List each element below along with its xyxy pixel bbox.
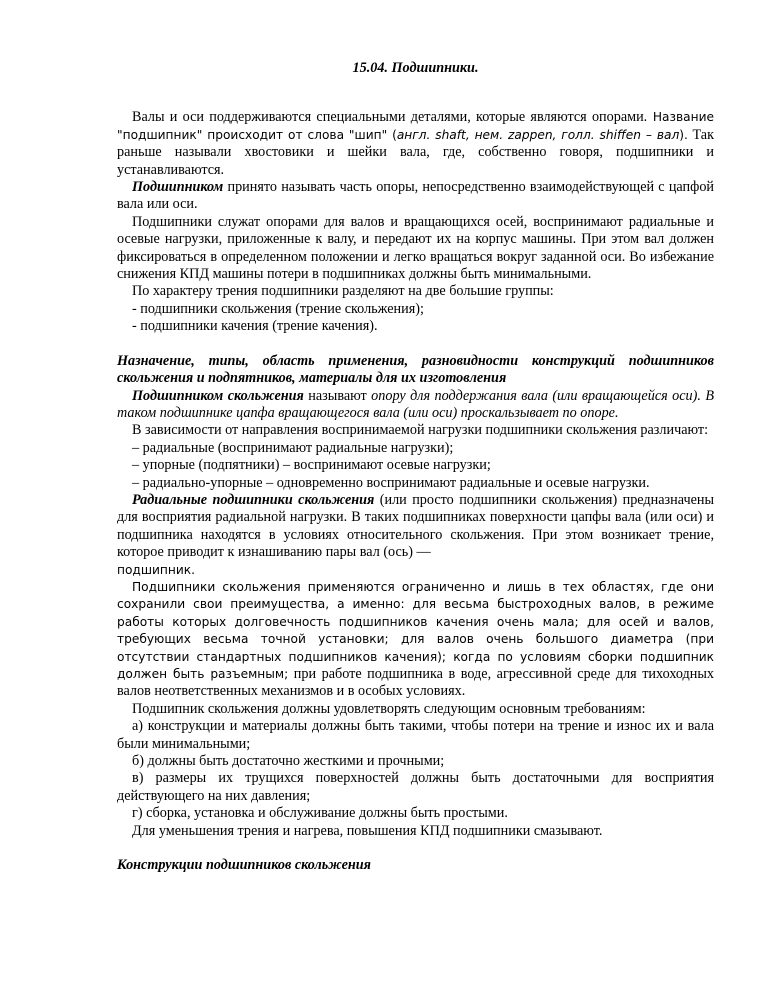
- requirement-item: г) сборка, установка и обслуживание должны быть простыми.: [132, 805, 508, 822]
- type-item: – упорные (подпятники) – воспринимают осевые нагрузки;: [132, 457, 491, 474]
- usage-text-end: при работе подшипника в воде, агрессивной среде для тихоходных валов неответственных механизмов и в особых условиях.: [117, 666, 714, 700]
- requirement-item: в) размеры их трущихся поверхностей должны быть достаточными для восприятия действующего на них давления;: [117, 770, 714, 804]
- purpose-paragraph: Подшипники служат опорами для валов и вращающихся осей, воспринимают радиальные и осевые нагрузки, приложенные к валу, и передают их на корпус машины. При этом вал должен фиксироваться в определенном положении и легко вращаться вокруг заданной оси. Во избежание снижения КПД машины потери в подшипниках должны быть минимальными.: [117, 213, 714, 283]
- sliding-definition: [117, 388, 714, 423]
- sliding-mid: называют: [303, 387, 372, 404]
- usage-paragraph: [117, 579, 714, 701]
- section-heading: Назначение, типы, область применения, разновидности конструкций подшипников скольжения и подпятников, материалы для их изготовления: [117, 352, 714, 387]
- groups-intro: По характеру трения подшипники разделяют на две большие группы:: [132, 283, 554, 300]
- sliding-def-text: опору для поддержания вала (или вращающейся оси). В таком подшипнике цапфа вращающегося вала (или оси) проскальзывает по опоре.: [117, 387, 714, 421]
- etymology-italic: англ. shaft, нем. zappen, голл. shiffen – вал: [396, 127, 680, 142]
- list-item: - подшипники качения (трение качения).: [132, 318, 378, 335]
- document-page: [117, 60, 714, 874]
- definition-paragraph: [117, 179, 714, 214]
- requirements-intro: Подшипник скольжения должны удовлетворять следующим основным требованиям:: [132, 700, 646, 717]
- type-item: – радиально-упорные – одновременно воспринимают радиальные и осевые нагрузки.: [132, 474, 650, 491]
- section-heading-2: Конструкции подшипников скольжения: [117, 857, 371, 874]
- definition-text: принято называть часть опоры, непосредственно взаимодействующей с цапфой вала или оси.: [117, 179, 714, 213]
- intro-text: Валы и оси поддерживаются специальными деталями, которые являются опорами.: [132, 109, 648, 126]
- lubrication-paragraph: Для уменьшения трения и нагрева, повышения КПД подшипники смазывают.: [132, 822, 603, 839]
- radial-term: Радиальные подшипники скольжения: [132, 491, 375, 508]
- intro-paragraph-1: [117, 109, 714, 179]
- list-item: - подшипники скольжения (трение скольжения);: [132, 300, 424, 317]
- requirement-item: а) конструкции и материалы должны быть такими, чтобы потери на трение и износ их и вала были минимальными;: [117, 718, 714, 752]
- definition-term: Подшипником: [132, 179, 224, 196]
- sliding-term: Подшипником скольжения: [132, 387, 304, 404]
- etymology-close: ).: [679, 127, 688, 142]
- usage-text: Подшипники скольжения применяются ограниченно и лишь в тех областях, где они сохранили свои преимущества, а именно: для весьма быстроходных валов, в режиме работы которых долговечность подшипников качения очень мала; для осей и валов, требующих весьма точной установки; для валов очень большого диаметра (при отсутствии стандартных подшипников качения); когда по условиям сборки подшипник должен быть разъемным;: [117, 579, 714, 681]
- intro-text-end: Так раньше называли хвостовики и шейки вала, где, собственно говоря, подшипники и устанавливаются.: [117, 126, 714, 178]
- etymology-text: Название "подшипник" происходит от слова "шип" (: [117, 110, 714, 142]
- requirement-item: б) должны быть достаточно жесткими и прочными;: [132, 753, 445, 770]
- type-item: – радиальные (воспринимают радиальные нагрузки);: [132, 439, 454, 456]
- radial-text: (или просто подшипники скольжения) предназначены для восприятия радиальной нагрузки. В таких подшипниках поверхности цапфы вала (или оси) и подшипника находятся в условиях относительного скольжения. При этом возникает трение, которое приводит к изнашиванию пары вал (ось) —: [117, 491, 715, 561]
- radial-end: подшипник.: [117, 562, 196, 577]
- radial-paragraph: [117, 492, 714, 562]
- direction-paragraph: В зависимости от направления воспринимаемой нагрузки подшипники скольжения различают:: [132, 422, 709, 439]
- document-title: 15.04. Подшипники.: [352, 60, 479, 76]
